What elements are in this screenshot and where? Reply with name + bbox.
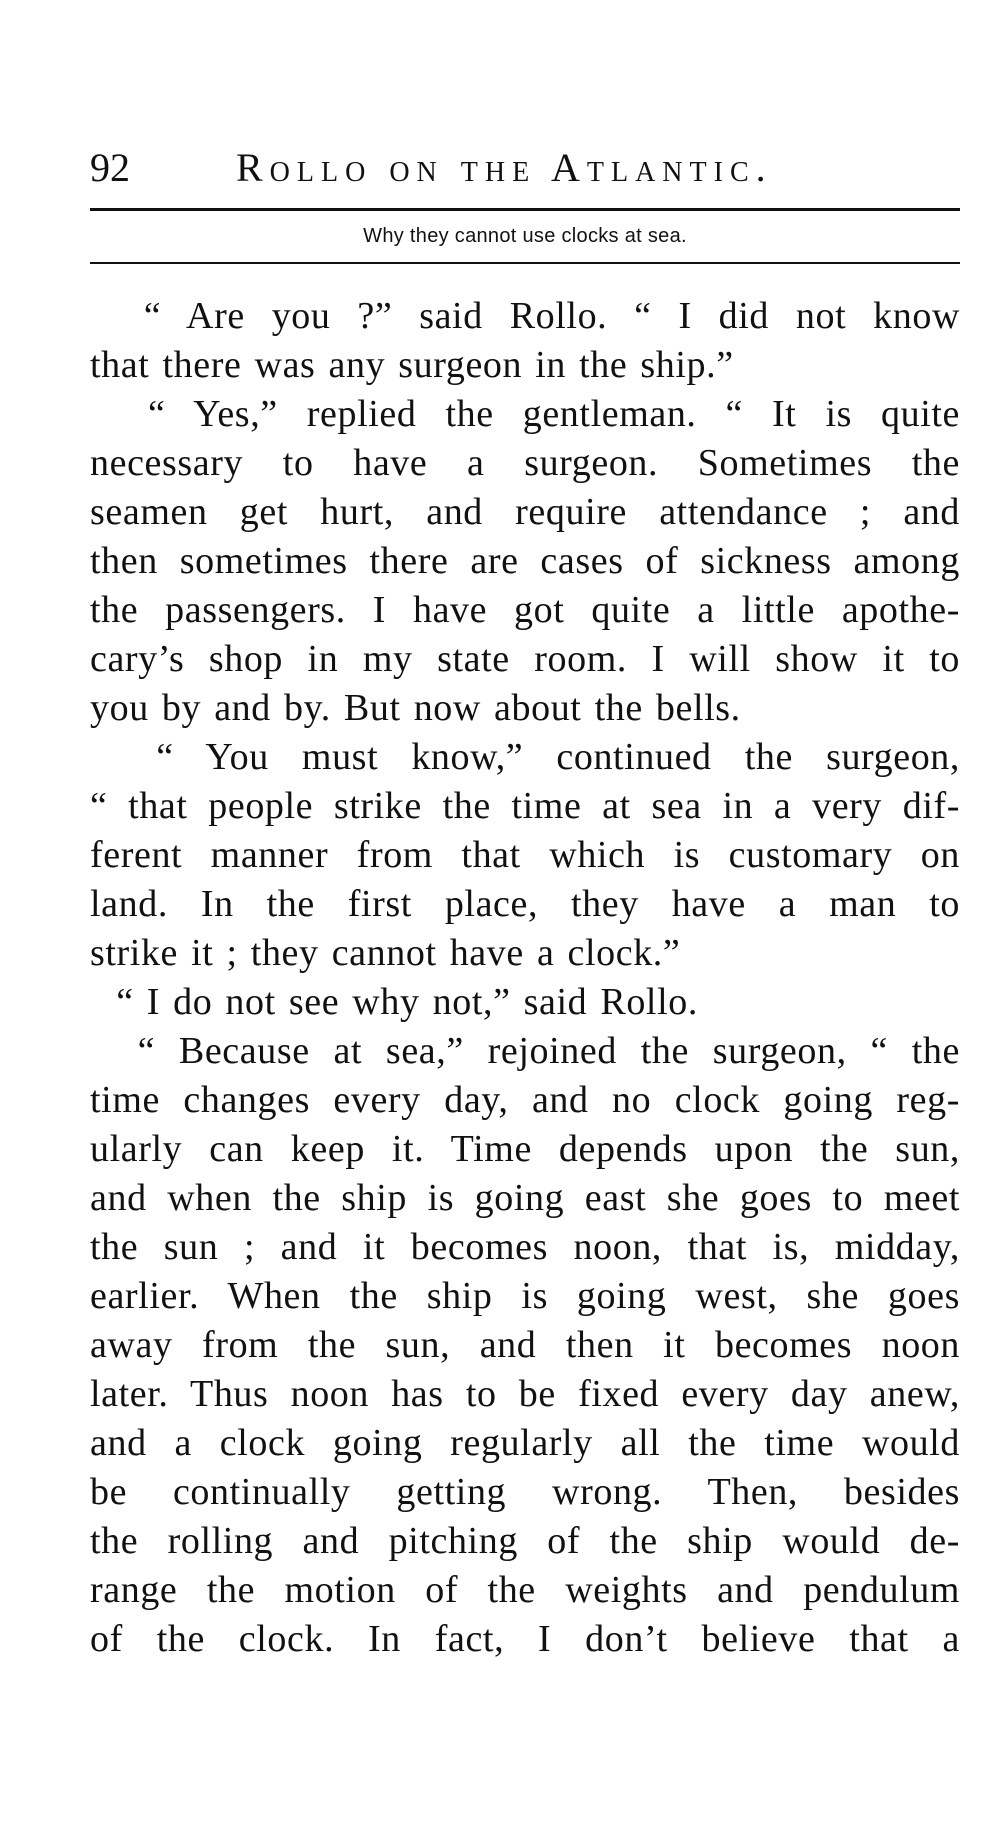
text-line: “ Yes,” replied the gentleman. “ It is quite bbox=[90, 393, 960, 435]
text-line: “ that people strike the time at sea in a very dif- bbox=[90, 785, 960, 827]
text-line: “ I do not see why not,” said Rollo. bbox=[90, 981, 698, 1023]
text-line: the sun ; and it becomes noon, that is, midday, bbox=[90, 1226, 960, 1268]
text-line: later. Thus noon has to be fixed every day anew, bbox=[90, 1373, 960, 1415]
text-line: you by and by. But now about the bells. bbox=[90, 687, 741, 729]
text-line: seamen get hurt, and require attendance ; and bbox=[90, 491, 960, 533]
text-line: earlier. When the ship is going west, she goes bbox=[90, 1275, 960, 1317]
text-line: “ Are you ?” said Rollo. “ I did not know bbox=[90, 295, 960, 337]
text-line: then sometimes there are cases of sickness among bbox=[90, 540, 960, 582]
header-bottom-rule bbox=[90, 262, 960, 264]
page-number: 92 bbox=[90, 145, 130, 190]
text-line: strike it ; they cannot have a clock.” bbox=[90, 932, 681, 974]
text-line: range the motion of the weights and pendulum bbox=[90, 1569, 960, 1611]
text-line: ularly can keep it. Time depends upon the sun, bbox=[90, 1128, 960, 1170]
section-subheading: Why they cannot use clocks at sea. bbox=[363, 225, 687, 247]
header-top-rule bbox=[90, 208, 960, 211]
text-line: of the clock. In fact, I don’t believe that a bbox=[90, 1618, 960, 1660]
text-line: time changes every day, and no clock going reg- bbox=[90, 1079, 960, 1121]
text-line: “ Because at sea,” rejoined the surgeon, “ the bbox=[90, 1030, 960, 1072]
text-line: the passengers. I have got quite a little apothe- bbox=[90, 589, 960, 631]
book-title: Rollo on the Atlantic. bbox=[236, 145, 773, 190]
text-line: that there was any surgeon in the ship.” bbox=[90, 344, 734, 386]
text-line: necessary to have a surgeon. Sometimes the bbox=[90, 442, 960, 484]
text-line: and when the ship is going east she goes to meet bbox=[90, 1177, 960, 1219]
text-line: cary’s shop in my state room. I will show it to bbox=[90, 638, 960, 680]
text-line: “ You must know,” continued the surgeon, bbox=[90, 736, 960, 778]
text-line: away from the sun, and then it becomes noon bbox=[90, 1324, 960, 1366]
text-line: and a clock going regularly all the time would bbox=[90, 1422, 960, 1464]
text-line: ferent manner from that which is customary on bbox=[90, 834, 960, 876]
text-line: the rolling and pitching of the ship would de- bbox=[90, 1520, 960, 1562]
text-line: be continually getting wrong. Then, besides bbox=[90, 1471, 960, 1513]
body-text bbox=[90, 292, 960, 1664]
running-header bbox=[90, 138, 960, 198]
text-line: land. In the first place, they have a man to bbox=[90, 883, 960, 925]
